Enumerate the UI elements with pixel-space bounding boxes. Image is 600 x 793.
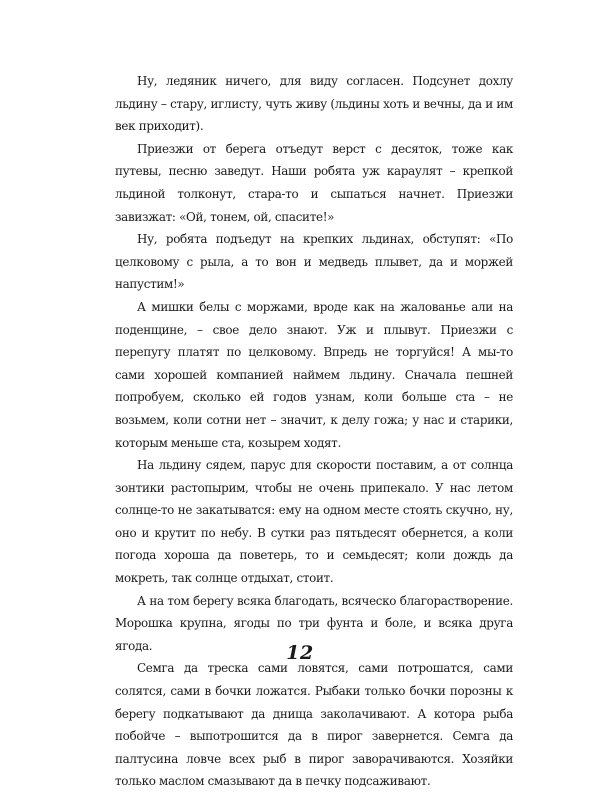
paragraph: А мишки белы с моржами, вроде как на жалованье али на поденщине, – свое дело знают. Уж и плывут. Приезжи с перепугу платят по целковому. Впредь не торгуйся! А мы-то сами хорошей компанией наймем льдину. Сначала пешней попробуем, сколько ей годов узнам, коли больше ста – не возьмем, коли сотни нет – значит, к делу гожа; у нас и старики, которым меньше ста, козырем ходят. xyxy=(115,299,513,450)
paragraph: Ну, робята подъедут на крепких льдинах, обступят: «По целковому с рыла, а то вон и медведь плывет, да и моржей напустим!» xyxy=(115,232,513,292)
paragraph: На льдину сядем, парус для скорости поставим, а от солнца зонтики растопырим, чтобы не очень припекало. У нас летом солнце-то не закатыватся: ему на одном месте стоять скучно, ну, оно и крутит по небу. В сутки раз пятьдесят обернется, а коли погода хороша да поветерь, то и семьдесят; коли дождь да мокреть, так солнце отдыхат, стоит. xyxy=(115,458,513,586)
body-text xyxy=(115,70,513,793)
paragraph: Ну, ледяник ничего, для виду согласен. Подсунет дохлу льдину – стару, иглисту, чуть живу (льдины хоть и вечны, да и им век приходит). xyxy=(115,74,513,134)
paragraph: Семга да треска сами ловятся, сами потрошатся, сами солятся, сами в бочки ложатся. Рыбаки только бочки порозны к берегу подкатывают да днища заколачивают. А котора рыба побойче – выпотрошится да в пирог завернется. Семга да палтусина ловче всех рыб в пирог заворачиваются. Хозяйки только маслом смазывают да в печку подсаживают. xyxy=(115,661,513,789)
page-number: 12 xyxy=(286,642,314,664)
paragraph: Приезжи от берега отъедут верст с десяток, тоже как путевы, песню заведут. Наши робята уж караулят – крепкой льдиной толконут, стара-то и сыпаться начнет. Приезжи завизжат: «Ой, тонем, ой, спасите!» xyxy=(115,141,513,224)
paragraph: А на том берегу всяка благодать, всяческо благорастворение. Морошка крупна, ягоды по три фунта и боле, и всяка друга ягода. xyxy=(115,593,513,653)
